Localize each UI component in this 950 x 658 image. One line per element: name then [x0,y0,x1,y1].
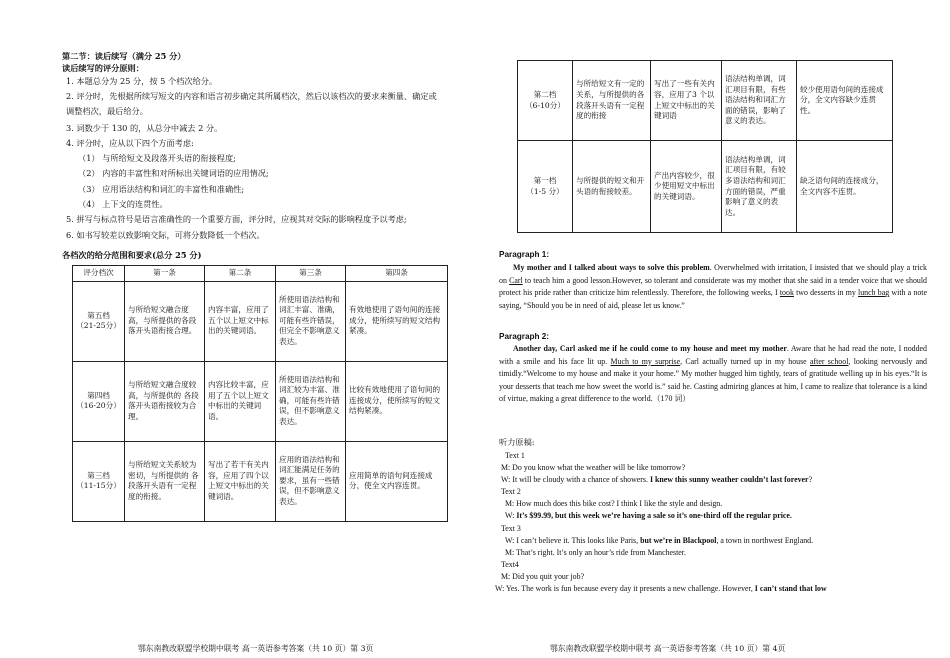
paragraph-1-opening: My mother and I talked about ways to solve this problem [513,263,710,272]
criterion-cell: 所使用语法结构和词汇丰富、准确，可能有些许错误，但完全不影响意义表达。 [276,281,346,361]
dialogue-line: W: It’s $99.99, but this week we’re having a sale so it’s one-third off the regular price. [505,511,792,521]
criterion-cell: 写出了若干有关内容，应用了四个以上短文中标出的关键词语。 [205,441,276,521]
principle-item: 5. 拼写与标点符号是语言准确性的一个重要方面，评分时，应视其对交际的影响程度予以考虑; [66,214,407,224]
criterion-cell: 比较有效地使用了语句间的连接成分，使所续写的短文结构紧凑。 [346,361,448,441]
paragraph-2-label: Paragraph 2: [499,332,550,341]
listening-transcript [495,450,946,595]
level-name: 第五档 [87,310,110,320]
section-title: 第二节：读后续写（满分 25 分） [62,51,186,61]
table-row [73,361,448,441]
criterion-cell: 应用简单的语句间连接成分，使全文内容连贯。 [346,441,448,521]
level-cell [73,361,125,441]
column-header: 第四条 [346,266,448,282]
text-label: Text 1 [505,451,525,460]
principle-item: （3） 应用语法结构和词汇的丰富性和准确性; [78,184,245,194]
paragraph-1: My mother and I talked about ways to solve this problem. Overwhelmed with irritation, I insisted that we should play a trick on Carl to teach him a good lesson.However, so tolerant and considerate was my mother that she said in a tender voice that we should protect his pride rather than criticize him relentlessly. Therefore, the following weeks, I took two desserts in my lunch bag with a note saying, “Should you be in need of aid, please let us know.” [499,263,927,310]
principle-item: 4. 评分时，应从以下四个方面考虑: [66,138,194,148]
criterion-cell: 与所给短文融合度高，与所提供的各段落开头语衔接合理。 [125,281,205,361]
listening-title: 听力原稿: [499,437,535,447]
criterion-cell: 应用的语法结构和词汇能满足任务的要求，虽有一些错误，但不影响意义表达。 [276,441,346,521]
paragraph-1-label: Paragraph 1: [499,250,550,259]
principles-title: 读后续写的评分原则： [62,63,144,73]
criterion-cell: 缺乏语句间的连接成分，全文内容不连贯。 [797,141,893,233]
principle-item: 2. 评分时，先根据所续写短文的内容和语言初步确定其所属档次，然后以该档次的要求来衡量、确定或 [66,91,437,101]
text-label: Text4 [501,559,519,569]
level-range: （16-20分） [76,401,121,411]
dialogue-line: W: It will be cloudy with a chance of showers. I knew this sunny weather couldn’t last forever? [501,475,813,485]
criterion-cell: 与所给短文有一定的关系，与所提供的各段落开头语有一定程度的衔接 [573,61,651,141]
principle-item: 3. 词数少于 130 的，从总分中减去 2 分。 [66,123,223,133]
principle-item: （4） 上下文的连贯性。 [78,199,168,209]
paragraph-2: Another day, Carl asked me if he could come to my house and meet my mother. Aware that he had read the note, I nodded with a smile and his face lit up. Much to my surprise, Carl actually turned up in my house after school, looking nervously and timidly.“Welcome to my house and make it your home.” My mother hugged him tightly, tears of gratitude welling up in his eyes.“It is your desserts that teach me how sweet the world is.” said he. Casting admiring glances at him, I came to realize that tolerance is a kind of virtue, making a great difference to the world.（170 词） [499,344,927,404]
level-cell [518,61,573,141]
principle-item: 1. 本题总分为 25 分，按 5 个档次给分。 [66,76,218,86]
paragraph-2-opening: Another day, Carl asked me if he could come to my house and meet my mother [513,344,787,353]
level-name: 第四档 [87,390,110,400]
column-header: 第三条 [276,266,346,282]
table-header-row [73,266,448,282]
text-label: Text 3 [501,523,521,533]
level-cell [518,141,573,233]
page-footer: 鄂东南教改联盟学校期中联考 高一英语参考答案（共 10 页）第 3页 [138,644,374,653]
dialogue-line: W: Yes. The work is fun because every day it presents a new challenge. However, I can’t stand that low [495,584,827,594]
criterion-cell: 所使用语法结构和词汇较为丰富、准确，可能有些许错误，但不影响意义表达。 [276,361,346,441]
table-row [73,281,448,361]
level-name: 第三档 [87,470,110,480]
principle-item: 6. 如书写较差以致影响交际，可将分数降低一个档次。 [66,230,265,240]
principle-item: （2） 内容的丰富性和对所标出关键词语的应用情况; [78,168,269,178]
criterion-cell: 与所提供的短文和开头语的衔接较差。 [573,141,651,233]
criterion-cell: 语法结构单调，词汇项目有限，有较多语法结构和词汇方面的错误，严重影响了意义的表达。 [722,141,797,233]
level-range: （21-25分） [76,321,121,331]
column-header: 第二条 [205,266,276,282]
table-row [518,141,893,233]
table-title: 各档次的给分范围和要求(总分 25 分) [62,250,202,260]
criterion-cell: 与所给短文融合度较高，与所提供的 各段落开头语衔接较为合理。 [125,361,205,441]
level-range: （11-15分） [76,481,121,491]
criterion-cell: 内容丰富，应用了五个以上短文中标出的关键词语。 [205,281,276,361]
criterion-cell: 产出内容较少，很少使用短文中标出的关键词语。 [651,141,722,233]
level-cell [73,281,125,361]
dialogue-line: W: I can’t believe it. This looks like Paris, but we’re in Blackpool, a town in northwest England. [505,535,814,545]
dialogue-line: M: Did you quit your job? [501,571,585,581]
criterion-cell: 有效地使用了语句间的连接成分，使所续写的短文结构紧凑。 [346,281,448,361]
level-range: （6-10分） [525,100,565,110]
criterion-cell: 较少使用语句间的连接成分，全文内容缺少连贯性。 [797,61,893,141]
page-footer: 鄂东南教改联盟学校期中联考 高一英语参考答案（共 10 页）第 4页 [550,644,786,653]
level-range: （1-5 分） [526,186,564,196]
criterion-cell: 写出了一些有关内容，应用了3 个以上短文中标出的关键词语 [651,61,722,141]
text-label: Text 2 [501,487,521,497]
column-header: 评分档次 [73,266,125,282]
column-header: 第一条 [125,266,205,282]
level-name: 第一档 [533,175,557,185]
criterion-cell: 内容比较丰富，应用了五个以上短文中标出的关键词语。 [205,361,276,441]
dialogue-line: M: That’s right. It’s only an hour’s ride from Manchester. [505,547,686,557]
criterion-cell: 语法结构单调，词汇项目有限，有些语法结构和词汇方面的错误，影响了意义的表达。 [722,61,797,141]
principle-item: （1） 与所给短文及段落开头语的衔接程度; [78,153,236,163]
level-cell [73,441,125,521]
table-row [73,441,448,521]
dialogue-line: M: How much does this bike cost? I think I like the style and design. [505,499,723,509]
level-name: 第二档 [533,89,557,99]
criterion-cell: 与所给短文关系较为密切，与所提供的 各段落开头语有一定程度的衔接。 [125,441,205,521]
table-row [518,61,893,141]
right-page [475,0,950,658]
rubric-table [72,265,448,522]
dialogue-line: M: Do you know what the weather will be like tomorrow? [501,463,686,473]
principle-item: 调整档次，最后给分。 [66,106,148,116]
rubric-table-continued [517,60,893,233]
